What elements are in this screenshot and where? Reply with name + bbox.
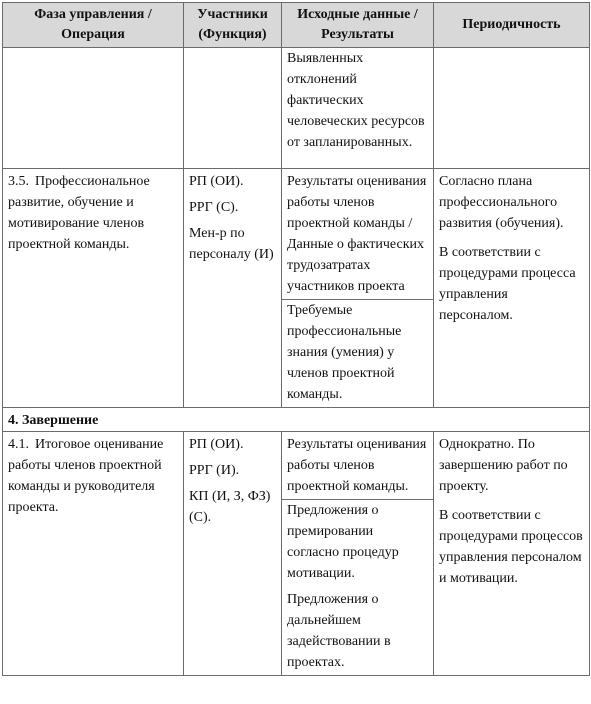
data-item: Требуемые профессиональные знания (умения) у членов проектной команды. — [282, 299, 433, 407]
cell-empty — [184, 48, 282, 169]
data-item: Результаты оценивания работы членов проектной команды. — [287, 437, 427, 494]
participant: РРГ (И). — [189, 463, 240, 478]
operation-title: Профессиональное развитие, обучение и мотивирование членов проектной команды. — [8, 174, 150, 252]
table-header-row — [3, 3, 590, 48]
period-item: В соответствии с процедурами процессов управления персоналом и мотивации. — [439, 508, 583, 586]
participant: Мен-р по персоналу (И) — [189, 226, 274, 262]
cell-periodicity — [434, 432, 590, 676]
cell-data-results — [282, 432, 434, 676]
section-heading: 4. Завершение — [3, 408, 590, 432]
participant: КП (И, З, ФЗ) (С). — [189, 489, 271, 525]
cell-participants — [184, 432, 282, 676]
cell-participants — [184, 169, 282, 408]
cell-empty — [3, 48, 184, 169]
operation-number: 3.5. — [8, 174, 29, 189]
header-phase: Фаза управления / Операция — [3, 3, 184, 48]
section-row — [3, 408, 590, 432]
cell-empty — [434, 48, 590, 169]
participant: РП (ОИ). — [189, 174, 244, 189]
period-item: В соответствии с процедурами процесса управления персоналом. — [439, 245, 576, 323]
period-item: Согласно плана профессионального развития (обучения). — [439, 174, 564, 231]
table-row — [3, 48, 590, 169]
table-row — [3, 169, 590, 408]
participant: РРГ (С). — [189, 200, 239, 215]
data-item: Результаты оценивания работы членов проектной команды / Данные о фактических трудозатратах участников проекта — [287, 174, 427, 294]
cell-phase — [3, 432, 184, 676]
table-row — [3, 432, 590, 676]
participant: РП (ОИ). — [189, 437, 244, 452]
data-item-group — [282, 499, 433, 675]
data-item: Предложения о премировании согласно процедур мотивации. — [287, 503, 399, 581]
operation-title: Итоговое оценивание работы членов проектной команды и руководителя проекта. — [8, 437, 164, 515]
cell-phase — [3, 169, 184, 408]
header-periodicity: Периодичность — [434, 3, 590, 48]
header-participants: Участники (Функция) — [184, 3, 282, 48]
period-item: Однократно. По завершению работ по проекту. — [439, 437, 568, 494]
header-data-results: Исходные данные / Результаты — [282, 3, 434, 48]
process-table — [2, 2, 590, 676]
data-item: Предложения о дальнейшем задействовании в проектах. — [287, 592, 391, 670]
cell-data-continuation: Выявленных отклонений фактических человеческих ресурсов от запланированных. — [282, 48, 434, 169]
operation-number: 4.1. — [8, 437, 29, 452]
cell-periodicity — [434, 169, 590, 408]
cell-data-results — [282, 169, 434, 408]
